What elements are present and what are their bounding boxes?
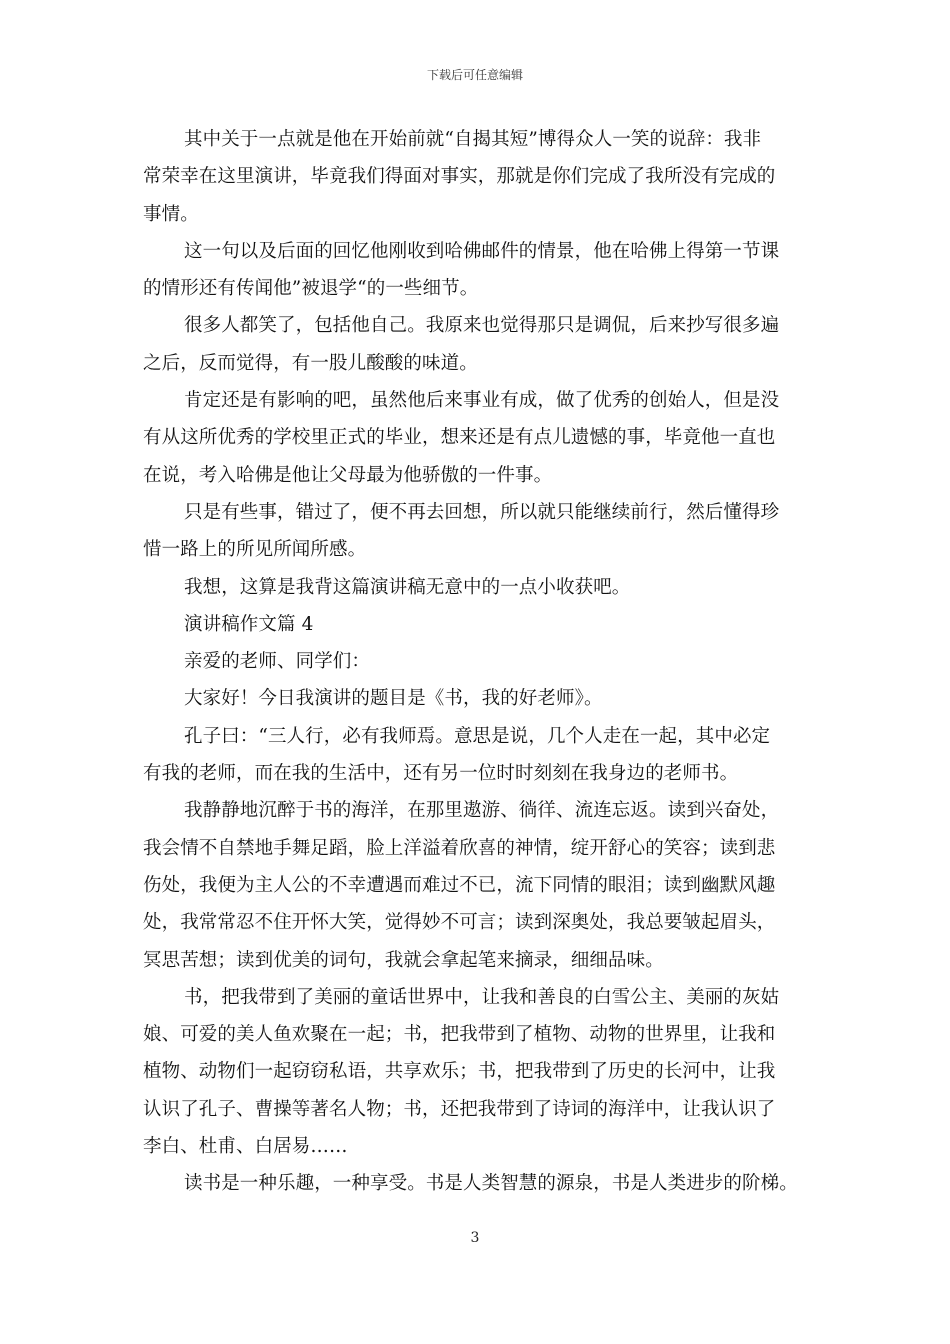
text-line: 很多人都笑了，包括他自己。我原来也觉得那只是调侃，后来抄写很多遍: [184, 315, 780, 337]
text-line: 只是有些事，错过了，便不再去回想，所以就只能继续前行，然后懂得珍: [184, 501, 780, 523]
text-line: 我会情不自禁地手舞足蹈，脸上洋溢着欣喜的神情，绽开舒心的笑容；读到悲: [143, 837, 776, 859]
text-line: 这一句以及后面的回忆他刚收到哈佛邮件的情景，他在哈佛上得第一节课: [184, 240, 780, 262]
text-line: 认识了孔子、曹操等著名人物；书，还把我带到了诗词的海洋中，让我认识了: [143, 1098, 776, 1120]
text-line: 之后，反而觉得，有一股儿酸酸的味道。: [143, 352, 478, 374]
text-line: 有从这所优秀的学校里正式的毕业，想来还是有点儿遗憾的事，毕竟他一直也: [143, 427, 776, 449]
text-line: 演讲稿作文篇 4: [184, 613, 314, 635]
text-line: 肯定还是有影响的吧，虽然他后来事业有成，做了优秀的创始人，但是没: [184, 390, 780, 412]
text-line: 事情。: [143, 203, 199, 225]
text-line: 亲爱的老师、同学们：: [184, 651, 371, 673]
text-line: 大家好！今日我演讲的题目是《书，我的好老师》。: [184, 688, 603, 710]
page-number: 3: [470, 1230, 480, 1246]
text-line: 冥思苦想；读到优美的词句，我就会拿起笔来摘录，细细品味。: [143, 949, 664, 971]
text-line: 处，我常常忍不住开怀大笑，觉得妙不可言；读到深奥处，我总要皱起眉头，: [143, 912, 776, 934]
text-line: 书，把我带到了美丽的童话世界中，让我和善良的白雪公主、美丽的灰姑: [184, 986, 780, 1008]
document-body: [143, 121, 813, 1203]
text-line: 我静静地沉醉于书的海洋，在那里遨游、徜徉、流连忘返。读到兴奋处，: [184, 800, 780, 822]
text-line: 惜一路上的所见所闻所感。: [143, 539, 367, 561]
text-line: 有我的老师，而在我的生活中，还有另一位时时刻刻在我身边的老师书。: [143, 763, 739, 785]
text-line: 李白、杜甫、白居易……: [143, 1136, 348, 1158]
text-line: 的情形还有传闻他”被退学“的一些细节。: [143, 278, 479, 300]
text-line: 我想，这算是我背这篇演讲稿无意中的一点小收获吧。: [184, 576, 631, 598]
page-header: 下载后可任意编辑: [426, 68, 523, 82]
text-line: 在说，考入哈佛是他让父母最为他骄傲的一件事。: [143, 464, 553, 486]
text-line: 其中关于一点就是他在开始前就“自揭其短”博得众人一笑的说辞：我非: [184, 129, 762, 150]
text-line: 娘、可爱的美人鱼欢聚在一起；书，把我带到了植物、动物的世界里，让我和: [143, 1024, 776, 1046]
text-line: 孔子曰：“三人行，必有我师焉。意思是说，几个人走在一起，其中必定: [184, 725, 771, 747]
text-line: 伤处，我便为主人公的不幸遭遇而难过不已，流下同情的眼泪；读到幽默风趣: [143, 874, 776, 896]
text-line: 植物、动物们一起窃窃私语，共享欢乐；书，把我带到了历史的长河中，让我: [143, 1061, 776, 1083]
text-line: 读书是一种乐趣，一种享受。书是人类智慧的源泉，书是人类进步的阶梯。: [184, 1173, 798, 1195]
text-line: 常荣幸在这里演讲，毕竟我们得面对事实，那就是你们完成了我所没有完成的: [143, 166, 776, 188]
